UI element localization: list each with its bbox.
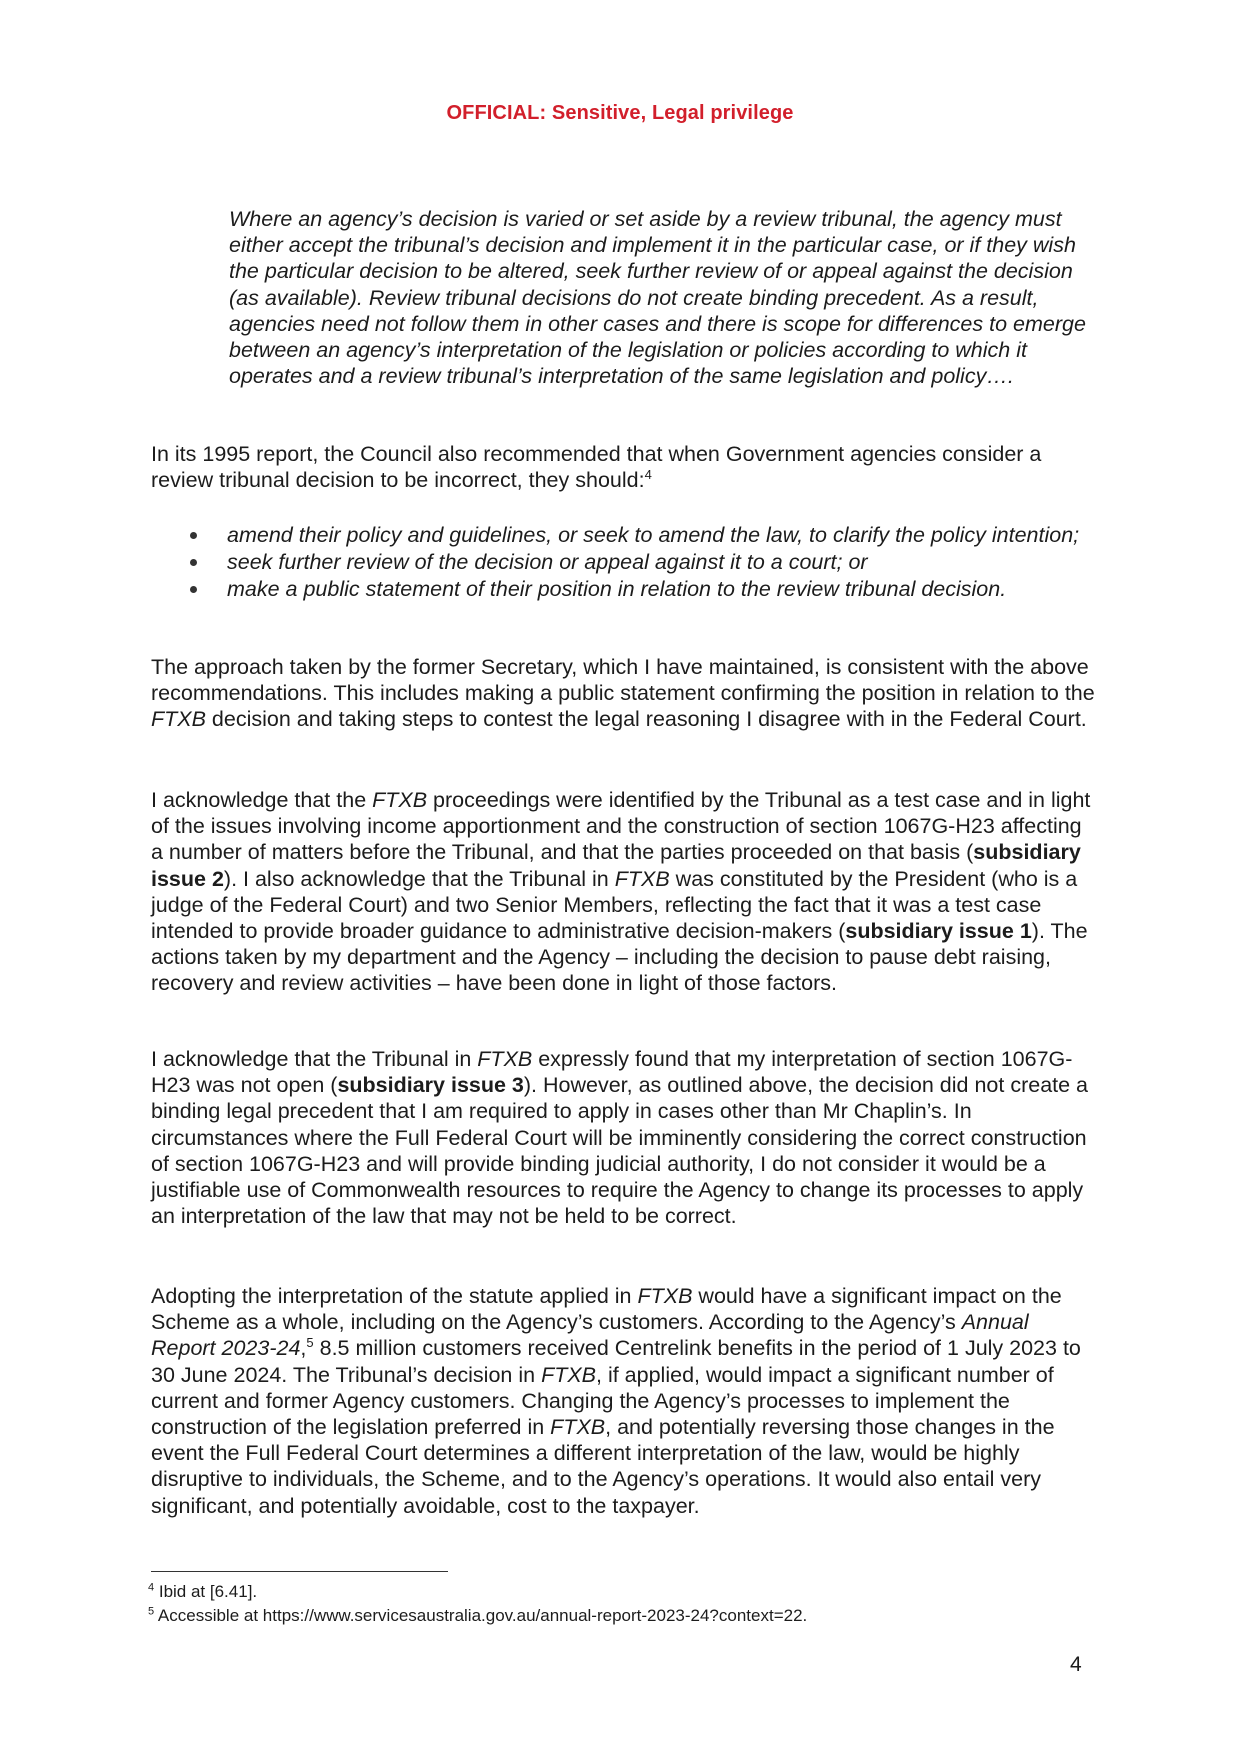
case-name: FTXB (372, 788, 428, 812)
paragraph-test-case (151, 787, 1096, 997)
paragraph-text: ). However, as outlined above, the decision did not create a binding legal precedent that I am required to apply in cases other than Mr Chaplin’s. In circumstances where the Full Federal Court will be imminently considering the correct construction of section 1067G-H23 and will provide binding judicial authority, I do not consider it would be a justifiable use of Commonwealth resources to require the Agency to change its processes to apply an interpretation of the law that may not be held to be correct. (151, 1073, 1089, 1229)
footnote (148, 1604, 1048, 1628)
issue-reference: subsidiary issue 1 (845, 919, 1032, 944)
case-name: FTXB (541, 1362, 597, 1387)
paragraph-interpretation (151, 1046, 1096, 1229)
paragraph-text: The approach taken by the former Secretary, which I have maintained, is consistent with the above recommendations. This includes making a public statement confirming the position in relation to the (151, 655, 1095, 706)
case-name: FTXB (550, 1415, 606, 1440)
paragraph-text: , if applied, would impact a significant number of current and former Agency customers. Changing the Agency’s processes to implement the construction of the legislation preferred in (151, 1362, 1054, 1440)
page-number: 4 (1070, 1653, 1082, 1676)
paragraph-text: I acknowledge that the Tribunal in (151, 1047, 478, 1071)
paragraph-text: ). The actions taken by my department and the Agency – including the decision to pause debt raising, recovery and review activities – have been done in light of those factors. (151, 919, 1088, 996)
footnote-text: Ibid at [6.41]. (154, 1582, 258, 1601)
footnote-number: 4 (148, 1581, 155, 1594)
block-quote: Where an agency’s decision is varied or set aside by a review tribunal, the agency must either accept the tribunal’s decision and implement it in the particular case, or if they wish the particular decision to be altered, seek further review of or appeal against the decision (as available). Review tribunal decisions do not create binding precedent. As a result, agencies need not follow them in other cases and there is scope for differences to emerge between an agency’s interpretation of the legislation or policies according to which it operates and a review tribunal’s interpretation of the same legislation and policy…. (229, 207, 1086, 389)
list-item: amend their policy and guidelines, or seek to amend the law, to clarify the policy intention; (190, 522, 1090, 548)
report-title: Annual Report 2023-24 (151, 1310, 1029, 1361)
paragraph-impact (151, 1283, 1096, 1519)
case-name: FTXB (151, 707, 206, 732)
paragraph-text: In its 1995 report, the Council also recommended that when Government agencies consider a review tribunal decision to be incorrect, they should: (151, 442, 1042, 493)
paragraph-text: 8.5 million customers received Centrelink benefits in the period of 1 July 2023 to 30 June 2024. The Tribunal’s decision in (151, 1336, 1081, 1387)
paragraph-text: , and potentially reversing those changes in the event the Full Federal Court determines a different interpretation of the law, would be highly disruptive to individuals, the Scheme, and to the Agency’s operations. It would also entail very significant, and potentially avoidable, cost to the taxpayer. (151, 1415, 1055, 1518)
paragraph-approach (151, 654, 1096, 733)
footnote-divider (151, 1571, 448, 1572)
paragraph-text: ). I also acknowledge that the Tribunal in (223, 866, 615, 891)
paragraph-text: decision and taking steps to contest the legal reasoning I disagree with in the Federal Court. (205, 707, 1087, 732)
paragraph-text: , (300, 1336, 307, 1361)
paragraph-council-recommendation (151, 441, 1096, 493)
paragraph-text: expressly found that my interpretation of section 1067G-H23 was not open ( (151, 1047, 1073, 1098)
footnote-text: Accessible at https://www.servicesaustralia.gov.au/annual-report-2023-24?context=22. (154, 1606, 808, 1625)
list-item: make a public statement of their position in relation to the review tribunal decision. (190, 576, 1090, 602)
list-item: seek further review of the decision or appeal against it to a court; or (190, 549, 1090, 575)
paragraph-text: Adopting the interpretation of the statute applied in (151, 1284, 638, 1308)
paragraph-text: was constituted by the President (who is a judge of the Federal Court) and two Senior Members, reflecting the fact that it was a test case intended to provide broader guidance to administrative decision-makers ( (151, 866, 1078, 944)
paragraph-text: I acknowledge that the (151, 788, 373, 812)
footnotes (148, 1580, 1048, 1628)
classification-header: OFFICIAL: Sensitive, Legal privilege (446, 102, 794, 124)
case-name: FTXB (637, 1284, 693, 1308)
footnote-reference: 5 (306, 1335, 314, 1351)
footnote-number: 5 (148, 1605, 155, 1618)
recommendation-list (190, 522, 1090, 604)
footnote (148, 1580, 1048, 1604)
footnote-reference: 4 (644, 467, 652, 483)
issue-reference: subsidiary issue 3 (337, 1073, 524, 1098)
case-name: FTXB (614, 866, 670, 891)
case-name: FTXB (477, 1047, 533, 1071)
paragraph-text: proceedings were identified by the Tribunal as a test case and in light of the issues involving income apportionment and the construction of section 1067G-H23 affecting a number of matters before the Tribunal, and that the parties proceeded on that basis ( (151, 788, 1091, 865)
paragraph-text: would have a significant impact on the Scheme as a whole, including on the Agency’s customers. According to the Agency’s (151, 1284, 1062, 1335)
issue-reference: subsidiary issue 2 (151, 840, 1081, 891)
